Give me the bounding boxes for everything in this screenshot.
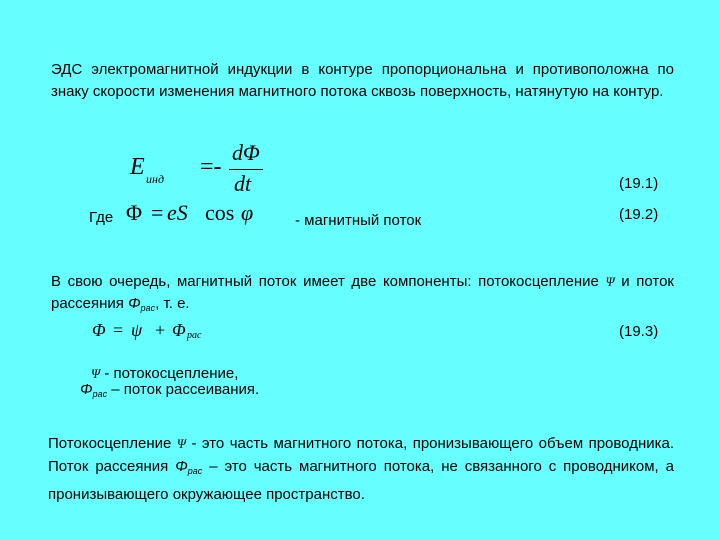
eq1-emf-subscript: инд [146,172,165,186]
eq1-denominator: dt [234,171,252,196]
eq2-prefix: Где [89,209,114,226]
equation-19-3 [92,320,232,346]
legend-phi [80,381,259,399]
para2-text-2: и поток рассеяния [51,273,674,312]
para2-text-3: , т. е. [155,295,190,312]
eq1-equals-minus: =- [200,154,222,180]
eq1-fraction-bar [229,169,263,170]
para3-phi-symbol: Φ [175,458,188,475]
eq3-plus: + [155,320,166,340]
para3-psi-symbol: Ψ [176,436,186,451]
eq1-numerator: dΦ [232,140,260,165]
legend-psi-text: - потокосцепление, [104,365,239,382]
eq3-phi-2: Φ [172,320,186,340]
legend-psi-symbol: Ψ [91,366,101,381]
eq3-subscript: рас [187,330,202,341]
para2-text-1: В свою очередь, магнитный поток имеет две компоненты: потокосцепление [51,273,599,290]
phi-symbol: Φ [128,295,141,312]
para3-phi-subscript: рас [187,466,203,476]
psi-symbol: Ψ [605,274,615,289]
equation-19-2 [126,200,276,230]
eq3-psi: ψ [131,320,143,340]
eq2-phi: Φ [126,200,143,225]
para3-text-1: Потокосцепление [48,435,172,452]
legend-phi-symbol: Φ [80,381,93,398]
eq1-number: (19.1) [619,175,659,192]
para3-text-3: – это часть магнитного потока, не связанного с проводником, а пронизывающего окружающее пространство. [48,458,674,503]
paragraph-emf-definition: ЭДС электромагнитной индукции в контуре пропорциональна и противоположна по знаку скорости изменения магнитного потока сквозь поверхность, натянутую на контур. [51,61,674,100]
eq3-phi: Φ [92,320,106,340]
legend-phi-subscript: рас [92,389,108,399]
para3-text-2: - это часть магнитного потока, пронизывающего объем проводника. Поток рассеяния [48,435,675,475]
paragraph-flux-linkage-definition [48,432,674,506]
eq2-equals: = [151,200,164,225]
eq2-es: eS [167,200,188,225]
eq2-phi-small: φ [241,200,254,225]
eq2-cos: cos [205,200,235,225]
legend-phi-text: – поток рассеивания. [111,381,260,398]
eq3-equals: = [113,320,124,340]
eq2-number: (19.2) [619,206,659,223]
eq3-number: (19.3) [619,323,659,340]
equation-19-1 [130,140,290,202]
paragraph-flux-components [51,271,674,319]
phi-subscript: рас [140,303,156,313]
legend-psi [91,365,238,382]
eq1-emf-symbol: E [130,154,145,180]
eq2-note: - магнитный поток [295,212,422,229]
